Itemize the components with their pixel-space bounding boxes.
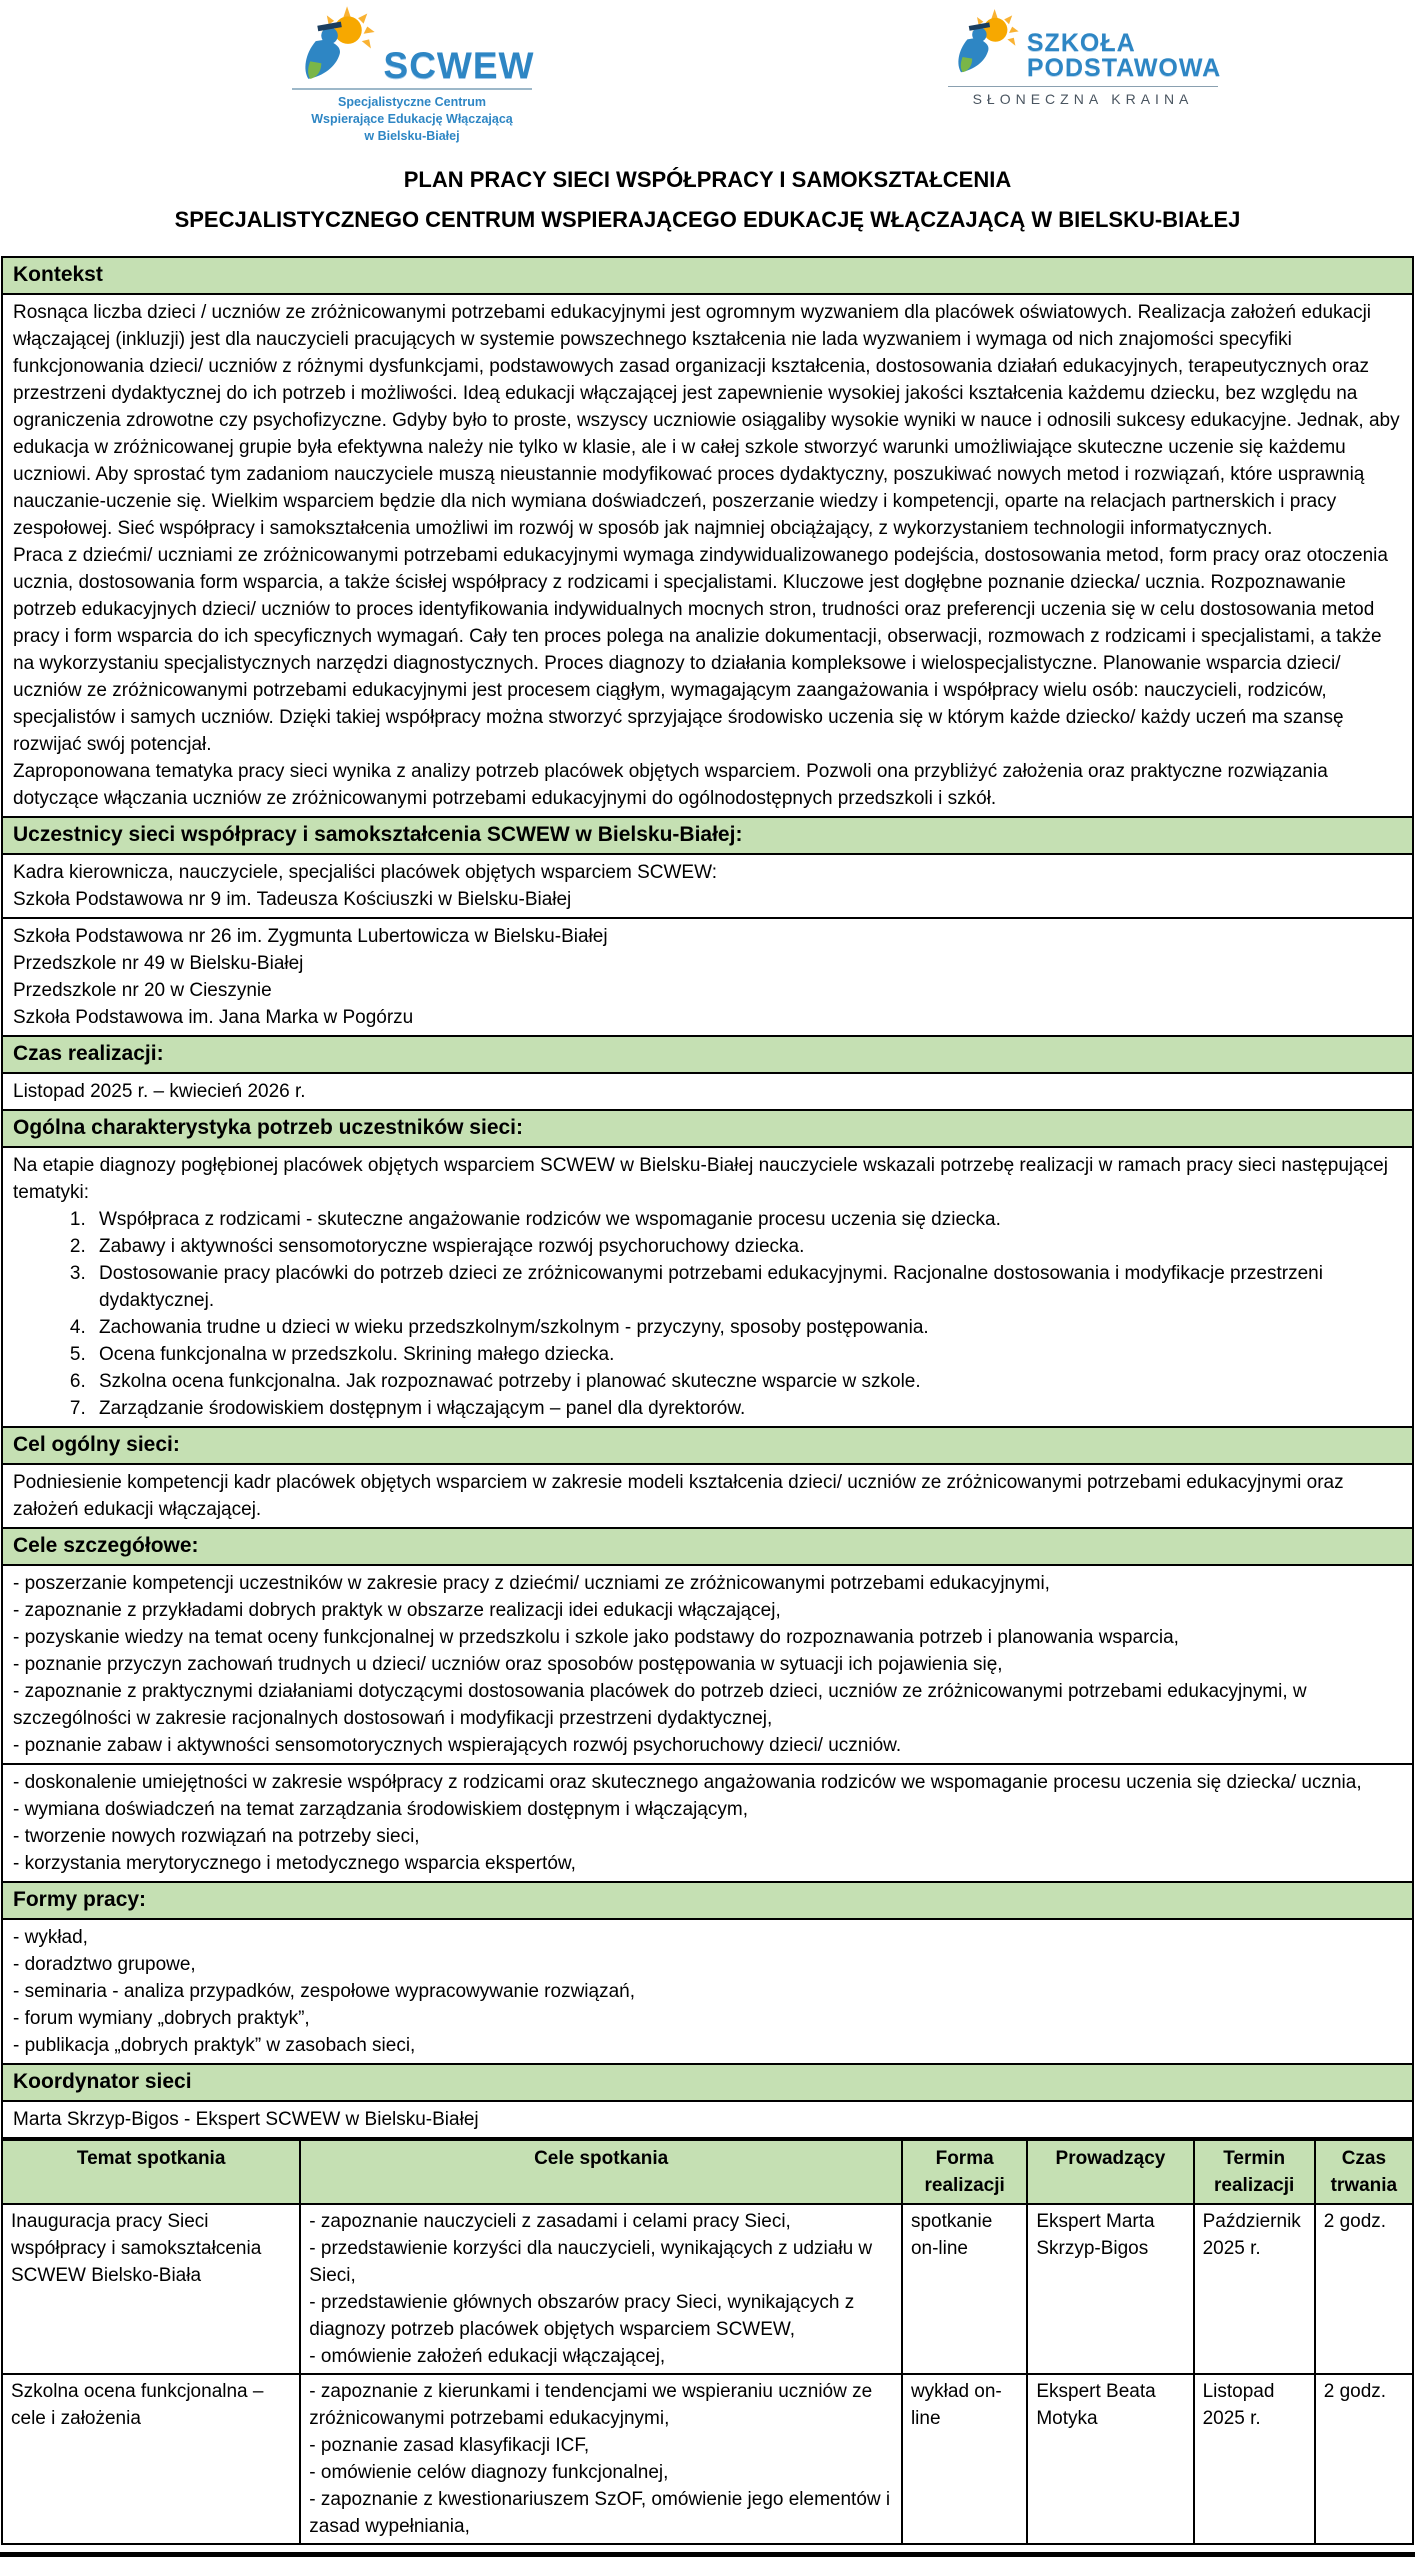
section-heading-koordynator: Koordynator sieci xyxy=(3,2063,1412,2100)
charakterystyka-item: 4. Zachowania trudne u dzieci w wieku przedszkolnym/szkolnym - przyczyny, sposoby postępowania. xyxy=(91,1314,1402,1341)
scwew-logo-wordmark: SCWEW xyxy=(383,45,535,86)
meetings-table-wrapper xyxy=(3,2137,1412,2543)
page-bottom-edge xyxy=(0,2552,1415,2557)
meetings-table xyxy=(3,2139,1412,2543)
forma-pracy-item: - doradztwo grupowe, xyxy=(13,1954,196,1975)
charakterystyka-item: 3. Dostosowanie pracy placówki do potrzeb dzieci ze zróżnicowanymi potrzebami edukacyjnymi. Racjonalne dostosowania i modyfikacje przestrzeni dydaktycznej. xyxy=(91,1260,1402,1314)
cel-ogolny-text: Podniesienie kompetencji kadr placówek objętych wsparciem w zakresie modeli kształcenia dzieci/ uczniów ze zróżnicowanymi potrzebami edukacyjnymi oraz założeń edukacji włączającej. xyxy=(13,1472,1344,1520)
document-title-line-1: PLAN PRACY SIECI WSPÓŁPRACY I SAMOKSZTAŁCENIA xyxy=(403,167,1012,192)
cel-szczegolowy-item: - poznanie przyczyn zachowań trudnych u dzieci/ uczniów oraz sposobów postępowania w sytuacji ich pojawienia się, xyxy=(13,1654,1003,1675)
forma-pracy-item: - publikacja „dobrych praktyk” w zasobach sieci, xyxy=(13,2035,416,2056)
meeting-cel-item: - zapoznanie nauczycieli z zasadami i celami pracy Sieci, xyxy=(309,2211,791,2232)
charakterystyka-item: 1. Współpraca z rodzicami - skuteczne angażowanie rodziców we wspomaganie procesu uczenia się dziecka. xyxy=(91,1206,1402,1233)
section-uczestnicy-body-1 xyxy=(3,853,1412,917)
school-logo-subtitle: SŁONECZNA KRAINA xyxy=(948,86,1218,107)
section-heading-cele-szczegolowe: Cele szczegółowe: xyxy=(3,1527,1412,1564)
section-cele-szczegolowe-body-2 xyxy=(3,1763,1412,1881)
cel-szczegolowy-item: - zapoznanie z przykładami dobrych praktyk w obszarze realizacji idei edukacji włączającej, xyxy=(13,1600,781,1621)
section-cel-ogolny-body xyxy=(3,1463,1412,1527)
school-logo xyxy=(948,6,1222,107)
uczestnicy-intro: Kadra kierownicza, nauczyciele, specjaliści placówek objętych wsparciem SCWEW: xyxy=(13,862,717,883)
koordynator-value: Marta Skrzyp-Bigos - Ekspert SCWEW w Bielsku-Białej xyxy=(13,2109,479,2130)
meeting-temat: Szkolna ocena funkcjonalna – cele i założenia xyxy=(3,2374,300,2543)
meeting-cel-item: - przedstawienie głównych obszarów pracy Sieci, wynikających z diagnozy potrzeb placówek objętych wsparciem SCWEW, xyxy=(309,2292,855,2340)
document-title-line-2: SPECJALISTYCZNEGO CENTRUM WSPIERAJĄCEGO EDUKACJĘ WŁĄCZAJĄCĄ W BIELSKU-BIAŁEJ xyxy=(174,207,1241,232)
meeting-forma: spotkanie on-line xyxy=(902,2204,1027,2374)
section-formy-body xyxy=(3,1918,1412,2063)
column-header-czas: Czas trwania xyxy=(1315,2140,1412,2204)
kontekst-paragraph-2: Praca z dziećmi/ uczniami ze zróżnicowanymi potrzebami edukacyjnymi wymaga zindywidualizowanego podejścia, dostosowania metod, form pracy oraz otoczenia ucznia, dostosowania form wsparcia, a także ścisłej współpracy z rodzicami i specjalistami. Kluczowe jest dogłębne poznanie dziecka/ ucznia. Rozpoznawanie potrzeb edukacyjnych dzieci/ uczniów to proces identyfikowania indywidualnych mocnych stron, trudności oraz preferencji uczenia się w celu dostosowania metod pracy i form wsparcia do ich specyficznych wymagań. Cały ten proces polega na analizie dokumentacji, obserwacji, rozmowach z rodzicami i specjalistami, a także na wykorzystaniu specjalistycznych narzędzi diagnostycznych. Proces diagnozy to działania kompleksowe i wielospecjalistyczne. Planowanie wsparcia dzieci/ uczniów ze zróżnicowanymi potrzebami edukacyjnymi jest procesem ciągłym, wymagającym zaangażowania i współpracy wielu osób: nauczycieli, rodziców, specjalistów i samych uczniów. Dzięki takiej współpracy można stworzyć sprzyjające środowisko uczenia się w którym każde dziecko/ każdy uczeń ma szansę rozwijać swój potencjał. xyxy=(13,545,1388,755)
meeting-row xyxy=(3,2374,1412,2543)
charakterystyka-item: 7. Zarządzanie środowiskiem dostępnym i włączającym – panel dla dyrektorów. xyxy=(91,1395,1402,1422)
cel-szczegolowy-item: - tworzenie nowych rozwiązań na potrzeby sieci, xyxy=(13,1826,420,1847)
meeting-czas: 2 godz. xyxy=(1315,2204,1412,2374)
meeting-cele xyxy=(300,2374,902,2543)
cel-szczegolowy-item: - doskonalenie umiejętności w zakresie współpracy z rodzicami oraz skutecznego angażowania rodziców we wspomaganie procesu uczenia się dziecka/ ucznia, xyxy=(13,1772,1362,1793)
uczestnicy-school: Szkoła Podstawowa im. Jana Marka w Pogórzu xyxy=(13,1007,414,1028)
charakterystyka-intro: Na etapie diagnozy pogłębionej placówek objętych wsparciem SCWEW w Bielsku-Białej nauczyciele wskazali potrzebę realizacji w ramach pracy sieci następującej tematyki: xyxy=(13,1155,1388,1203)
section-kontekst-body xyxy=(3,293,1412,816)
meeting-forma: wykład on-line xyxy=(902,2374,1027,2543)
document-title xyxy=(0,150,1415,256)
school-logo-word-2: PODSTAWOWA xyxy=(1026,54,1222,82)
meeting-cel-item: - omówienie celów diagnozy funkcjonalnej, xyxy=(309,2462,669,2483)
uczestnicy-school: Szkoła Podstawowa nr 9 im. Tadeusza Kościuszki w Bielsku-Białej xyxy=(13,889,572,910)
forma-pracy-item: - forum wymiany „dobrych praktyk”, xyxy=(13,2008,310,2029)
cel-szczegolowy-item: - poznanie zabaw i aktywności sensomotorycznych wspierających rozwój psychoruchowy dzieci/ uczniów. xyxy=(13,1735,902,1756)
section-heading-charakterystyka: Ogólna charakterystyka potrzeb uczestników sieci: xyxy=(3,1109,1412,1146)
cel-szczegolowy-item: - pozyskanie wiedzy na temat oceny funkcjonalnej w przedszkolu i szkole jako podstawy do rozpoznawania potrzeb i planowania wsparcia, xyxy=(13,1627,1179,1648)
meeting-termin: Październik 2025 r. xyxy=(1194,2204,1315,2374)
section-czas-body xyxy=(3,1072,1412,1109)
section-heading-kontekst: Kontekst xyxy=(3,258,1412,293)
meeting-cel-item: - omówienie założeń edukacji włączającej, xyxy=(309,2346,666,2367)
column-header-termin: Termin realizacji xyxy=(1194,2140,1315,2204)
school-sun-person-icon xyxy=(945,6,1025,81)
section-heading-formy-pracy: Formy pracy: xyxy=(3,1881,1412,1918)
cel-szczegolowy-item: - zapoznanie z praktycznymi działaniami dotyczącymi dostosowania placówek do potrzeb dzieci, uczniów ze zróżnicowanymi potrzebami edukacyjnymi, w szczególności w zakresie racjonalnych dostosowań i modyfikacji przestrzeni dydaktycznej, xyxy=(13,1681,1307,1729)
kontekst-paragraph-3: Zaproponowana tematyka pracy sieci wynika z analizy potrzeb placówek objętych wsparciem. Pozwoli ona przybliżyć założenia oraz praktyczne rozwiązania dotyczące włączania uczniów ze zróżnicowanymi potrzebami edukacyjnymi do ogólnodostępnych przedszkoli i szkół. xyxy=(13,761,1328,809)
forma-pracy-item: - seminaria - analiza przypadków, zespołowe wypracowywanie rozwiązań, xyxy=(13,1981,635,2002)
scwew-sun-person-icon xyxy=(290,6,382,85)
column-header-prowadzacy: Prowadzący xyxy=(1027,2140,1193,2204)
section-uczestnicy-body-2 xyxy=(3,917,1412,1035)
section-cele-szczegolowe-body-1 xyxy=(3,1564,1412,1763)
meeting-termin: Listopad 2025 r. xyxy=(1194,2374,1315,2543)
meetings-header-row xyxy=(3,2140,1412,2204)
czas-realizacji-value: Listopad 2025 r. – kwiecień 2026 r. xyxy=(13,1081,306,1102)
charakterystyka-item: 2. Zabawy i aktywności sensomotoryczne wspierające rozwój psychoruchowy dziecka. xyxy=(91,1233,1402,1260)
section-heading-czas-realizacji: Czas realizacji: xyxy=(3,1035,1412,1072)
column-header-forma: Forma realizacji xyxy=(902,2140,1027,2204)
uczestnicy-school: Przedszkole nr 20 w Cieszynie xyxy=(13,980,272,1001)
section-charakterystyka-body xyxy=(3,1146,1412,1426)
section-heading-cel-ogolny: Cel ogólny sieci: xyxy=(3,1426,1412,1463)
meeting-prowadzacy: Ekspert Beata Motyka xyxy=(1027,2374,1193,2543)
scwew-logo xyxy=(278,6,546,145)
meeting-prowadzacy: Ekspert Marta Skrzyp-Bigos xyxy=(1027,2204,1193,2374)
cel-szczegolowy-item: - wymiana doświadczeń na temat zarządzania środowiskiem dostępnym i włączającym, xyxy=(13,1799,748,1820)
meeting-czas: 2 godz. xyxy=(1315,2374,1412,2543)
section-heading-uczestnicy: Uczestnicy sieci współpracy i samokształcenia SCWEW w Bielsku-Białej: xyxy=(3,816,1412,853)
plan-table xyxy=(1,256,1414,2545)
forma-pracy-item: - wykład, xyxy=(13,1927,88,1948)
charakterystyka-item: 6. Szkolna ocena funkcjonalna. Jak rozpoznawać potrzeby i planować skuteczne wsparcie w szkole. xyxy=(91,1368,1402,1395)
uczestnicy-school: Szkoła Podstawowa nr 26 im. Zygmunta Lubertowicza w Bielsku-Białej xyxy=(13,926,608,947)
header-logos xyxy=(0,0,1415,150)
section-koordynator-body xyxy=(3,2100,1412,2137)
uczestnicy-school: Przedszkole nr 49 w Bielsku-Białej xyxy=(13,953,304,974)
charakterystyka-item: 5. Ocena funkcjonalna w przedszkolu. Skrining małego dziecka. xyxy=(91,1341,1402,1368)
charakterystyka-list xyxy=(13,1206,1402,1422)
column-header-cele: Cele spotkania xyxy=(300,2140,902,2204)
school-logo-word-1: SZKOŁA xyxy=(1026,29,1136,57)
meeting-cel-item: - przedstawienie korzyści dla nauczycieli, wynikających z udziału w Sieci, xyxy=(309,2238,873,2286)
cel-szczegolowy-item: - korzystania merytorycznego i metodycznego wsparcia ekspertów, xyxy=(13,1853,576,1874)
meeting-cel-item: - zapoznanie z kierunkami i tendencjami we wspieraniu uczniów ze zróżnicowanymi potrzebami edukacyjnymi, xyxy=(309,2381,873,2429)
scwew-logo-subtitle-1: Specjalistyczne Centrum xyxy=(338,95,486,109)
column-header-temat: Temat spotkania xyxy=(3,2140,300,2204)
kontekst-paragraph-1: Rosnąca liczba dzieci / uczniów ze zróżnicowanymi potrzebami edukacyjnymi jest ogromnym wyzwaniem dla placówek oświatowych. Realizacja założeń edukacji włączającej (inkluzji) jest dla nauczycieli pracujących w systemie powszechnego kształcenia nie lada wyzwaniem i wymaga od nich znajomości specyfiki funkcjonowania dzieci/ uczniów z różnymi dysfunkcjami, podstawowych zasad organizacji kształcenia, dostosowania działań edukacyjnych, terapeutycznych oraz przestrzeni dydaktycznej do ich potrzeb i możliwości. Ideą edukacji włączającej jest zapewnienie wysokiej jakości kształcenia każdemu dziecku, bez względu na ograniczenia zdrowotne czy psychofizyczne. Gdyby było to proste, wszyscy uczniowie osiągaliby wysokie wyniki w nauce i odnosili sukcesy edukacyjne. Jednak, aby edukacja w zróżnicowanej grupie była efektywna należy nie tylko w klasie, ale i w całej szkole stworzyć warunki umożliwiające skuteczne uczenie się każdemu uczniowi. Aby sprostać tym zadaniom nauczyciele muszą nieustannie modyfikować proces dydaktyczny, poszukiwać nowych metod i rozwiązań, które usprawnią nauczanie-uczenie się. Wielkim wsparciem będzie dla nich wymiana doświadczeń, poszerzanie wiedzy i kompetencji, oparte na relacjach partnerskich i pracy zespołowej. Sieć współpracy i samokształcenia umożliwi im rozwój w sposób jak najmniej obciążający, z wykorzystaniem technologii informatycznych. xyxy=(13,302,1400,539)
meeting-cel-item: - zapoznanie z kwestionariuszem SzOF, omówienie jego elementów i zasad wypełniania, xyxy=(309,2489,891,2537)
meeting-cel-item: - poznanie zasad klasyfikacji ICF, xyxy=(309,2435,590,2456)
meeting-temat: Inauguracja pracy Sieci współpracy i samokształcenia SCWEW Bielsko-Biała xyxy=(3,2204,300,2374)
scwew-logo-rule xyxy=(292,88,532,90)
meeting-cele xyxy=(300,2204,902,2374)
scwew-logo-subtitle-3: w Bielsku-Białej xyxy=(364,129,460,143)
cel-szczegolowy-item: - poszerzanie kompetencji uczestników w zakresie pracy z dziećmi/ uczniami ze zróżnicowanymi potrzebami edukacyjnymi, xyxy=(13,1573,1050,1594)
meeting-row xyxy=(3,2204,1412,2374)
scwew-logo-subtitle-2: Wspierające Edukację Włączającą xyxy=(311,112,513,126)
